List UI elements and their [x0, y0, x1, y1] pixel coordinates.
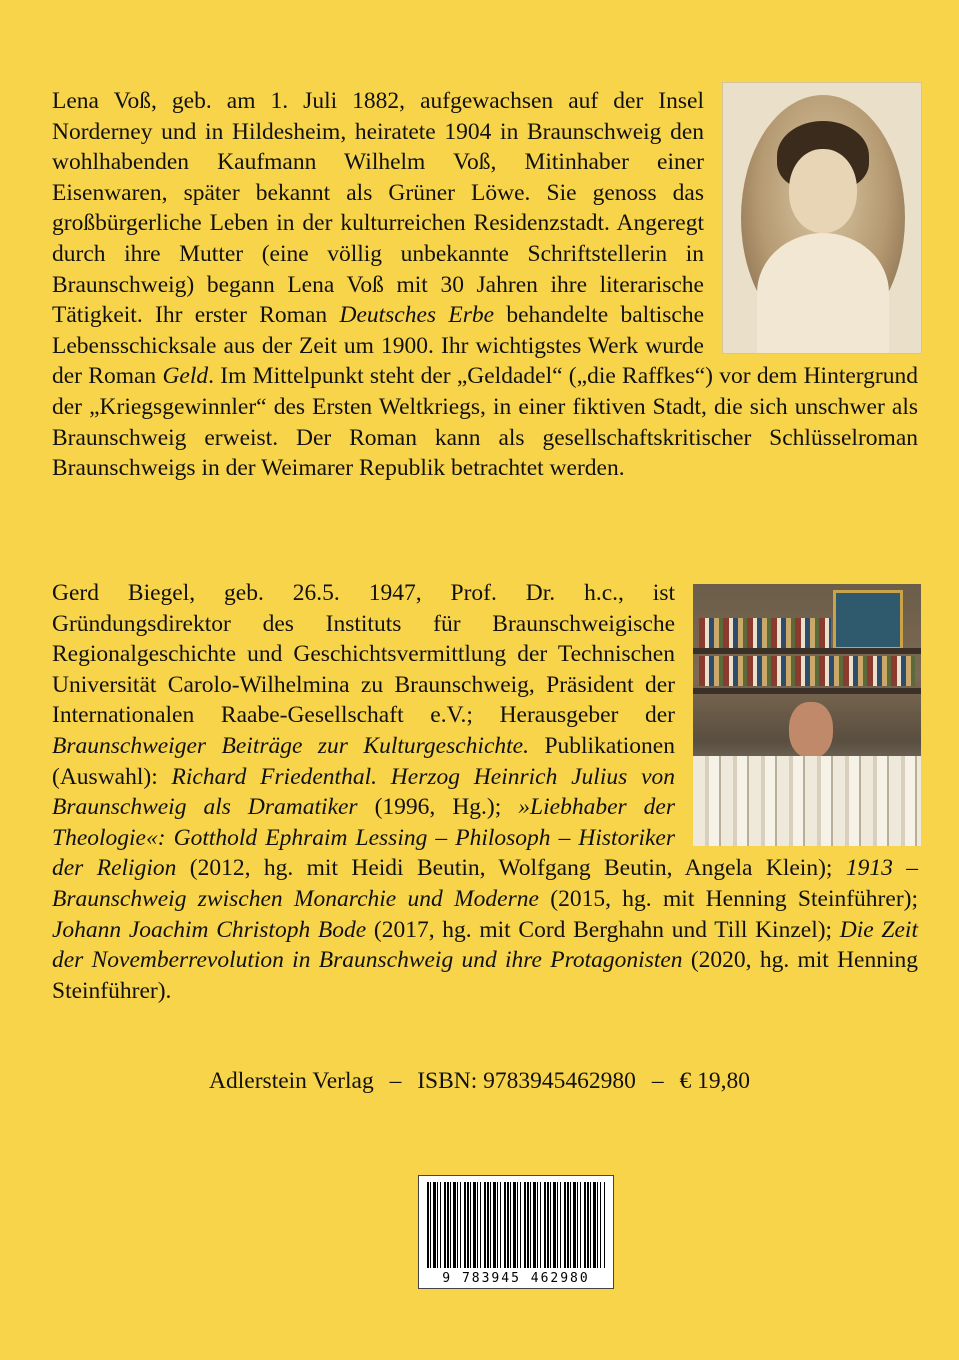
barcode-bars [427, 1182, 605, 1268]
work-title: »Liebhaber der Theologie«: Gotthold Ephraim Lessing – Philosoph – Historiker der Religion [52, 794, 675, 882]
barcode-digits: 9 783945 462980 [442, 1271, 590, 1286]
book-title-geld: Geld [162, 363, 209, 390]
bio-text: (2015, hg. mit Henning Steinführer); [538, 885, 918, 912]
photo-shelf [693, 688, 921, 694]
bio-text: (2020, hg. mit Henning Steinführer). [52, 947, 919, 1004]
portrait-photo-lena-voss [722, 82, 922, 354]
price: € 19,80 [679, 1068, 750, 1094]
photo-gerd-biegel-study [693, 584, 921, 846]
photo-desk-papers [693, 756, 921, 846]
work-title: Johann Joachim Christoph Bode [52, 916, 367, 943]
publisher-name: Adlerstein Verlag [209, 1068, 374, 1094]
book-title-deutsches-erbe: Deutsches Erbe [339, 302, 495, 329]
photo-shelf [693, 648, 921, 654]
separator: – [651, 1068, 664, 1094]
photo-person [789, 702, 833, 758]
bio-text: (2017, hg. mit Cord Berghahn und Till Kinzel); [366, 916, 840, 943]
work-title: Richard Friedenthal. Herzog Heinrich Julius von Braunschweig als Dramatiker [52, 763, 675, 821]
work-title: Braunschweiger Beiträge zur Kulturgeschichte. [52, 732, 529, 759]
editor-bio-gerd-biegel [52, 578, 918, 1006]
author-bio-lena-voss [52, 86, 918, 484]
publisher-line [0, 1068, 959, 1095]
bio-text: Publikationen (Auswahl): [52, 732, 675, 790]
photo-books [699, 656, 915, 686]
separator: – [389, 1068, 402, 1094]
photo-blouse [757, 233, 889, 353]
isbn: ISBN: 9783945462980 [417, 1068, 636, 1094]
photo-face [789, 149, 857, 233]
photo-painting [833, 590, 903, 650]
work-title: 1913 – Braunschweig zwischen Monarchie und Moderne [52, 855, 918, 912]
bio-text: (2012, hg. mit Heidi Beutin, Wolfgang Beutin, Angela Klein); [176, 855, 846, 882]
isbn-barcode [418, 1175, 614, 1289]
bio-text: behandelte baltische Lebensschicksale aus der Zeit um 1900. Ihr wichtigstes Werk wurde der Roman [52, 302, 705, 390]
bio-text: Lena Voß, geb. am 1. Juli 1882, aufgewachsen auf der Insel Norderney und in Hildesheim, heiratete 1904 in Braunschweig den wohlhabenden Kaufmann Wilhelm Voß, Mitinhaber einer Eisenwaren, später bekannt als Grüner Löwe. Sie genoss das großbürgerliche Leben in der kulturreichen Residenzstadt. Angeregt durch ihre Mutter (eine völlig unbekannte Schriftstellerin in Braunschweig) begann Lena Voß mit 30 Jahren ihre literarische Tätigkeit. Ihr erster Roman [52, 88, 704, 329]
bio-text: Gerd Biegel, geb. 26.5. 1947, Prof. Dr. h.c., ist Gründungsdirektor des Instituts für Braunschweigische Regionalgeschichte und Geschichtsvermittlung der Technischen Universität Carolo-Wilhelmina zu Braunschweig, Präsident der Internationalen Raabe-Gesellschaft e.V.; Herausgeber der [52, 580, 675, 729]
bio-text: . Im Mittelpunkt steht der „Geldadel“ („die Raffkes“) vor dem Hintergrund der „Kriegsgewinnler“ des Ersten Weltkriegs, in einer fiktiven Stadt, die sich unschwer als Braunschweig erweist. Der Roman kann als gesellschaftskritischer Schlüsselroman Braunschweigs in der Weimarer Republik betrachtet werden. [52, 363, 919, 482]
photo-books [699, 618, 831, 648]
bio-text: (1996, Hg.); [357, 794, 519, 821]
work-title: Die Zeit der Novemberrevolution in Braunschweig und ihre Protagonisten [52, 916, 918, 974]
